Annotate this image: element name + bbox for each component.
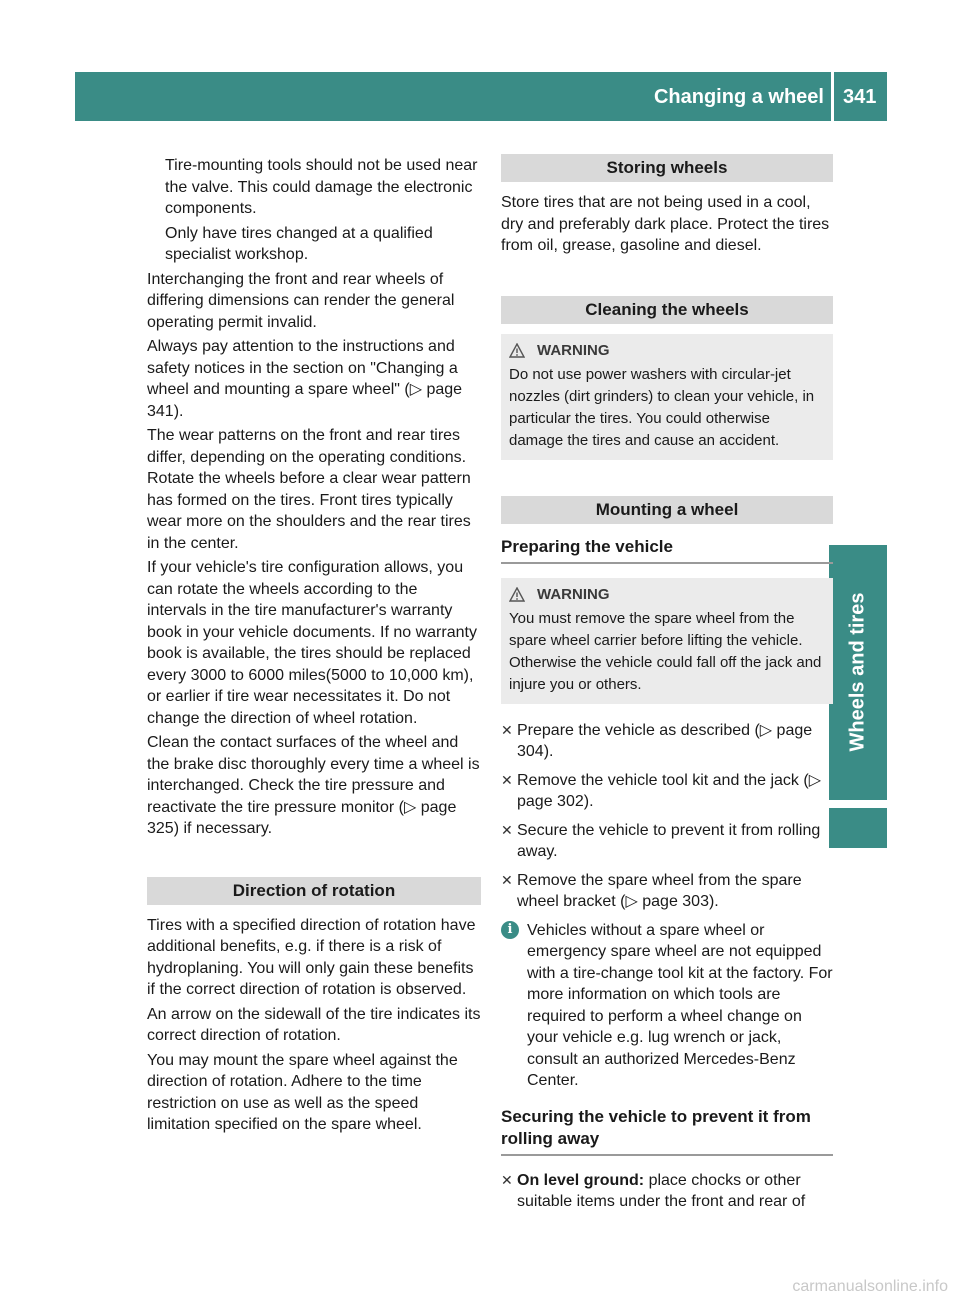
section-heading-cleaning: Cleaning the wheels (501, 296, 833, 324)
step-text: Secure the vehicle to prevent it from rolling away. (517, 821, 821, 860)
warning-box (501, 334, 833, 460)
watermark: carmanualsonline.info (792, 1278, 948, 1295)
warning-label: WARNING (537, 341, 610, 359)
page-number: 341 (843, 86, 877, 108)
subheading-preparing: Preparing the vehicle (501, 536, 833, 564)
paragraph: If your vehicle's tire configuration allows, you can rotate the wheels according to the intervals in the tire manufacturer's warranty book in your vehicle documents. If no warranty book is available, the tires should be replaced every 3000 to 6000 miles(5000 to 10,000 km), or earlier if tire wear necessitates it. Do not change the direction of wheel rotation. (147, 559, 477, 727)
info-text: Vehicles without a spare wheel or emergency spare wheel are not equipped with a tire-change tool kit at the factory. For more information on which tools are required to perform a wheel change on your vehicle e.g. lug wrench or jack, consult an authorized Mercedes-Benz Center. (527, 921, 833, 1089)
step-marker-icon: ✕ (501, 821, 513, 838)
warning-text: You must remove the spare wheel from the spare wheel carrier before lifting the vehicle. Otherwise the vehicle could fall off the jack and injure you or others. (509, 609, 822, 693)
paragraph: Clean the contact surfaces of the wheel and the brake disc thoroughly every time a wheel is interchanged. Check the tire pressure and reactivate the tire pressure monitor (▷ page 325) if necessary. (147, 734, 480, 837)
paragraph: You may mount the spare wheel against the direction of rotation. Adhere to the time restriction on use as well as the speed limitation specified on the spare wheel. (147, 1051, 458, 1133)
step-text: place chocks or other suitable items under the front and rear of (517, 1171, 806, 1210)
subheading-securing: Securing the vehicle to prevent it from rolling away (501, 1106, 833, 1156)
page-title: Changing a wheel (653, 86, 824, 108)
header-divider (831, 72, 834, 121)
step-item (501, 870, 833, 913)
info-note (501, 920, 833, 1092)
right-column (501, 154, 833, 1220)
step-item (501, 720, 833, 763)
step-bold-lead: On level ground: (517, 1171, 645, 1189)
warning-icon (509, 343, 525, 358)
paragraph: An arrow on the sidewall of the tire indicates its correct direction of rotation. (147, 1005, 481, 1044)
warning-label: WARNING (537, 585, 610, 603)
step-item (501, 820, 833, 863)
chapter-tab-label: Wheels and tires (846, 592, 869, 752)
warning-text: Do not use power washers with circular-jet nozzles (dirt grinders) to clean your vehicle, in particular the tires. You could otherwise damage the tires and cause an accident. (509, 365, 815, 449)
warning-box (501, 578, 833, 704)
step-text: Prepare the vehicle as described (▷ page 304). (517, 721, 813, 760)
warning-icon (509, 587, 525, 602)
chapter-tab-marker (829, 808, 887, 848)
step-marker-icon: ✕ (501, 721, 513, 738)
section-heading-storing: Storing wheels (501, 154, 833, 182)
paragraph: Store tires that are not being used in a cool, dry and preferably dark place. Protect the tires from oil, grease, gasoline and diesel. (501, 194, 830, 254)
section-heading-mounting: Mounting a wheel (501, 496, 833, 524)
step-text: Remove the vehicle tool kit and the jack (▷ page 302). (517, 771, 822, 810)
paragraph: Only have tires changed at a qualified specialist workshop. (165, 224, 433, 263)
paragraph: Tire-mounting tools should not be used near the valve. This could damage the electronic components. (165, 157, 478, 217)
section-heading-direction: Direction of rotation (147, 877, 481, 905)
step-marker-icon: ✕ (501, 871, 513, 888)
step-text: Remove the spare wheel from the spare wheel bracket (▷ page 303). (517, 871, 802, 910)
left-column (147, 155, 481, 1139)
step-marker-icon: ✕ (501, 1171, 513, 1188)
paragraph: Tires with a specified direction of rotation have additional benefits, e.g. if there is a risk of hydroplaning. You will only gain these benefits if the correct direction of rotation is observed. (147, 916, 476, 998)
step-item (501, 1170, 833, 1213)
paragraph: The wear patterns on the front and rear tires differ, depending on the operating conditions. Rotate the wheels before a clear wear pattern has formed on the tires. Front tires typically wear more on the shoulders and the rear tires in the center. (147, 427, 471, 552)
paragraph: Interchanging the front and rear wheels of differing dimensions can render the general operating permit invalid. (147, 270, 455, 331)
info-icon: i (501, 921, 519, 939)
step-marker-icon: ✕ (501, 771, 513, 788)
paragraph: Always pay attention to the instructions and safety notices in the section on "Changing a wheel and mounting a spare wheel" (▷ page 341). (147, 338, 463, 420)
step-item (501, 770, 833, 813)
